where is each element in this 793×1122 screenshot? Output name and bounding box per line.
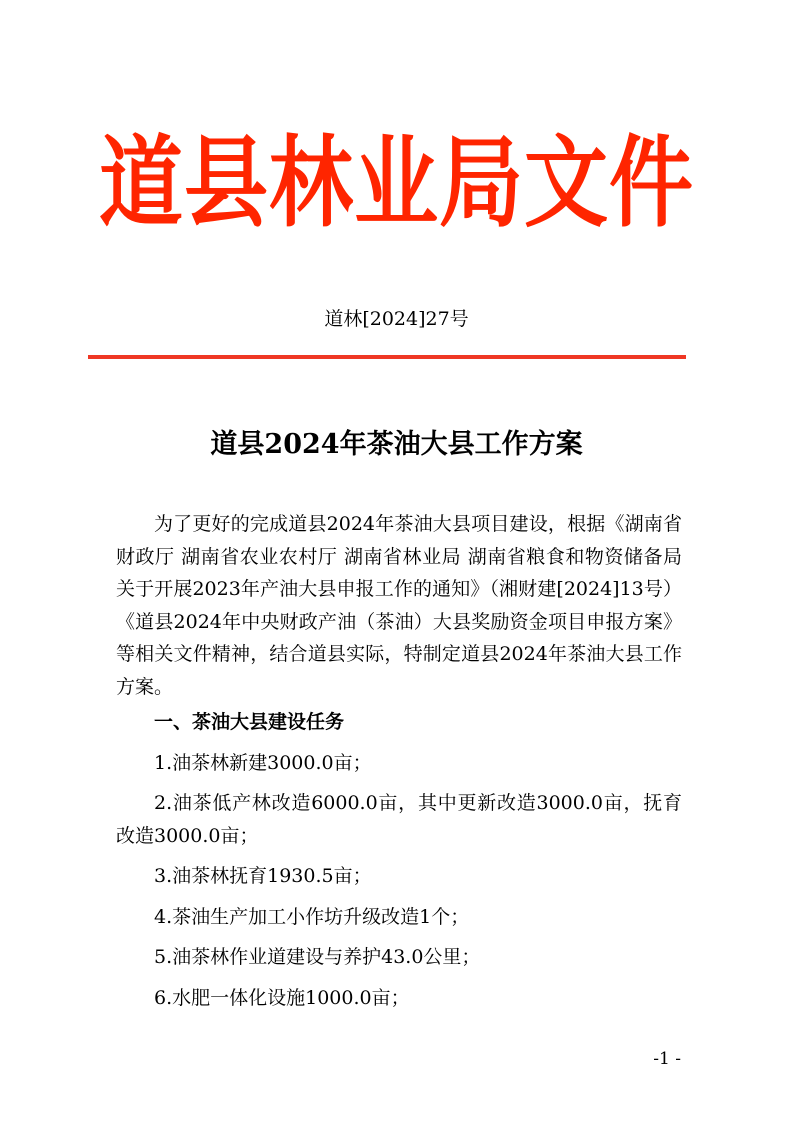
section-heading: 一、茶油大县建设任务: [154, 711, 345, 733]
task-item: 2.油茶低产林改造6000.0亩，其中更新改造3000.0亩，抚育改造3000.0亩；: [116, 792, 682, 847]
page-number: -1 -: [653, 1049, 681, 1069]
document-number: 道林[2024]27号: [324, 308, 469, 330]
document-body: [116, 508, 682, 1014]
task-item: 5.油茶林作业道建设与养护43.0公里；: [154, 946, 481, 968]
intro-paragraph: 为了更好的完成道县2024年茶油大县项目建设，根据《湖南省财政厅 湖南省农业农村厅 湖南省林业局 湖南省粮食和物资储备局关于开展2023年产油大县申报工作的通知》（湘财建[2024]13号）《道县2024年中央财政产油（茶油）大县奖励资金项目申报方案》等相关文件精神，结合道县实际，特制定道县2024年茶油大县工作方案。: [116, 513, 682, 698]
task-item: 3.油茶林抚育1930.5亩；: [154, 865, 372, 887]
document-title: 道县2024年茶油大县工作方案: [210, 429, 583, 460]
issuing-authority-title: 道县林业局文件: [98, 125, 694, 241]
task-item: 1.油茶林新建3000.0亩；: [154, 751, 372, 774]
task-item: 6.水肥一体化设施1000.0亩；: [154, 986, 410, 1009]
task-item: 4.茶油生产加工小作坊升级改造1个；: [154, 905, 470, 928]
red-separator-line: [88, 355, 686, 359]
